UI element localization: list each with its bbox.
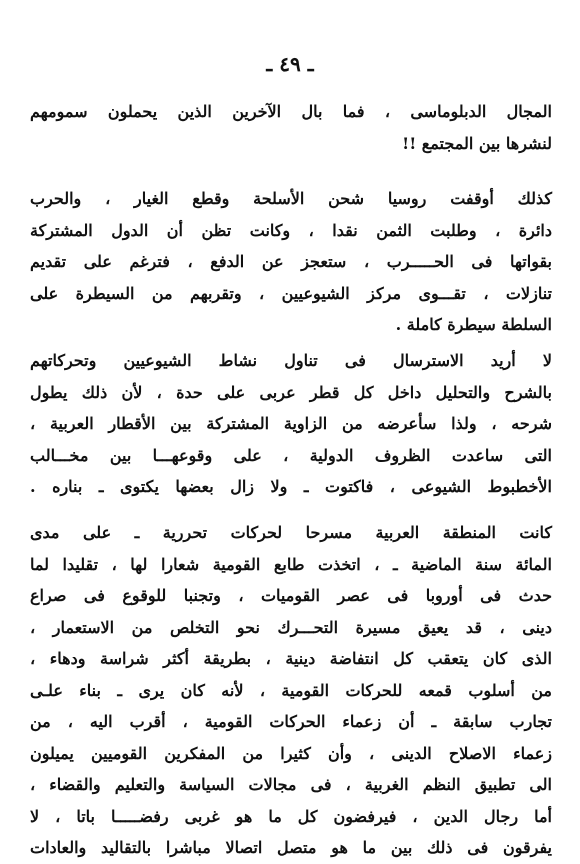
text-line: لنشرها بين المجتمع !! [402, 133, 552, 153]
text-line: حدث فى أوروبا فى عصر القوميات ، وتجنبا للوقوع فى صراع [30, 586, 553, 605]
paragraph-2 [30, 183, 552, 341]
text-line: الى تطبيق النظم الغربية ، فى مجالات السياسة والتعليم والقضاء ، [30, 775, 552, 794]
text-line: يفرقون فى ذلك بين ما هو متصل اتصالا مباشرا بالتقاليد والعادات [30, 838, 553, 857]
paragraph-4 [30, 517, 552, 864]
text-line: بقواتها فى الحـــــرب ، ستعجز عن الدفع ، فترغم على تقديم [30, 252, 552, 271]
text-line: المائة سنة الماضية ـ ، اتخذت طابع القومية شعارا لها ، تقليدا لما [30, 554, 552, 574]
text-line: من أسلوب قمعه للحركات القومية ، لأنه كان يرى ـ بناء علـى [30, 680, 552, 700]
paragraph-1 [30, 96, 552, 159]
text-line: المجال الدبلوماسى ، فما بال الآخرين الذين يحملون سمومهم [30, 102, 552, 121]
text-line: زعماء الاصلاح الدينى ، وأن كثيرا من المفكرين القوميين يميلون [30, 743, 552, 763]
text-line: تجارب سابقة ـ أن زعماء الحركات القومية ، أقرب اليه ، من [30, 712, 552, 731]
text-line: دينى ، قد يعيق مسيرة التحـــرك نحو التخلص من الاستعمار ، [30, 617, 552, 637]
text-line: التى ساعدت الظروف الدولية ، على وقوعهـــا بين مخـــالب [30, 445, 552, 465]
text-line: الذى كان يتعقب كل انتفاضة دينية ، بطريقة أكثر شراسة ودهاء ، [30, 649, 552, 668]
text-line: شرحه ، ولذا سأعرضه من الزاوية المشتركة بين الأقطار العربية ، [30, 414, 552, 433]
text-line: السلطة سيطرة كاملة . [395, 315, 552, 334]
text-line: كذلك أوقفت روسيا شحن الأسلحة وقطع الغيار ، والحرب [30, 189, 552, 208]
paragraph-3 [30, 345, 552, 503]
text-line: تنازلات ، تقـــوى مركز الشيوعيين ، وتقربهم من السيطرة على [30, 283, 552, 303]
text-line: لا أريد الاسترسال فى تناول نشاط الشيوعيين وتحركاتهم [30, 351, 552, 370]
text-line: كانت المنطقة العربية مسرحا لحركات تحررية ـ على مدى [30, 523, 552, 542]
text-line: الأخطبوط الشيوعى ، فاكتوت ـ ولا زال بعضها يكتوى ـ بناره . [30, 477, 552, 496]
text-line: أما رجال الدين ، فيرفضون كل ما هو غربى رفضـــــا باتا ، لا [30, 806, 552, 826]
text-line: دائرة ، وطلبت الثمن نقدا ، وكانت تظن أن الدول المشتركة [30, 220, 552, 240]
text-line: بالشرح والتحليل داخل كل قطر عربى على حدة ، لأن ذلك يطول [30, 382, 552, 402]
page-number: ـ ٤٩ ـ [266, 52, 314, 76]
